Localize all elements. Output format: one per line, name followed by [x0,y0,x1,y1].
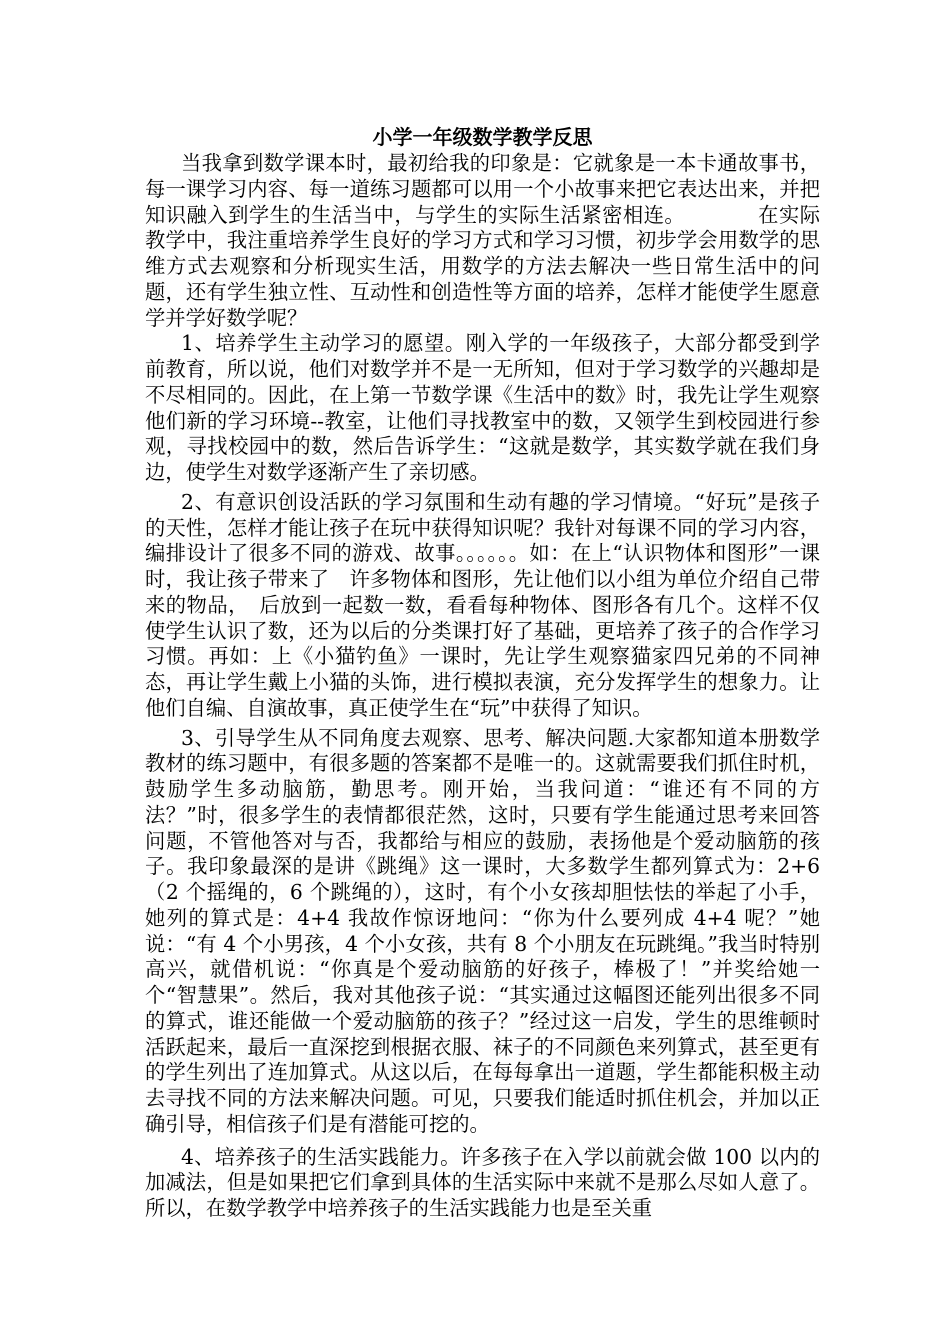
document-title: 小学一年级数学教学反思 [372,125,593,149]
paragraph-4: 4、培养孩子的生活实践能力。许多孩子在入学以前就会做 100 以内的加减法，但是如果把它们拿到具体的生活实际中来就不是那么尽如人意了。所以，在数学教学中培养孩子的生活实践能力也是至关重 [145,1144,820,1220]
paragraph-3: 3、引导学生从不同角度去观察、思考、解决问题.大家都知道本册数学教材的练习题中，有很多题的答案都不是唯一的。这就需要我们抓住时机，鼓励学生多动脑筋，勤思考。刚开始，当我问道：“谁还有不同的方法？”时，很多学生的表情都很茫然，这时，只要有学生能通过思考来回答问题，不管他答对与否，我都给与相应的鼓励，表扬他是个爱动脑筋的孩子。我印象最深的是讲《跳绳》这一课时，大多数学生都列算式为：2+6 （2 个摇绳的，6 个跳绳的），这时，有个小女孩却胆怯怯的举起了小手，她列的算式是：4+4 我故作惊讶地问：“你为什么要列成 4+4 呢？”她说：“有 4 个小男孩，4 个小女孩，共有 8 个小朋友在玩跳绳。”我当时特别高兴，就借机说：“你真是个爱动脑筋的好孩子，棒极了！”并奖给她一个“智慧果”。然后，我对其他孩子说：“其实通过这幅图还能列出很多不同的算式，谁还能做一个爱动脑筋的孩子？”经过这一启发，学生的思维顿时活跃起来，最后一直深挖到根据衣服、袜子的不同颜色来列算式，甚至更有的学生列出了连加算式。从这以后，在每每拿出一道题，学生都能积极主动去寻找不同的方法来解决问题。可见，只要我们能适时抓住机会，并加以正确引导，相信孩子们是有潜能可挖的。 [145,725,820,1136]
paragraph-1: 1、培养学生主动学习的愿望。刚入学的一年级孩子，大部分都受到学前教育，所以说，他们对数学并不是一无所知，但对于学习数学的兴趣却是不尽相同的。因此，在上第一节数学课《生活中的数》时，我先让学生观察他们新的学习环境--教室，让他们寻找教室中的数，又领学生到校园进行参观，寻找校园中的数，然后告诉学生：“这就是数学，其实数学就在我们身边，使学生对数学逐渐产生了亲切感。 [145,331,820,484]
paragraph-intro: 当我拿到数学课本时，最初给我的印象是：它就象是一本卡通故事书，每一课学习内容、每一道练习题都可以用一个小故事来把它表达出来，并把知识融入到学生的生活当中，与学生的实际生活紧密相连。 在实际教学中，我注重培养学生良好的学习方式和学习习惯，初步学会用数学的思维方式去观察和分析现实生活，用数学的方法去解决一些日常生活中的问题，还有学生独立性、互动性和创造性等方面的培养，怎样才能使学生愿意学并学好数学呢？ [145,151,820,330]
paragraph-gap [145,1138,820,1145]
document-page [145,124,820,1222]
paragraph-2: 2、有意识创设活跃的学习氛围和生动有趣的学习情境。“好玩”是孩子的天性，怎样才能让孩子在玩中获得知识呢？我针对每课不同的学习内容，编排设计了很多不同的游戏、故事。。。。。。如：在上“认识物体和图形”一课时，我让孩子带来了 许多物体和图形，先让他们以小组为单位介绍自己带来的物品， 后放到一起数一数，看看每种物体、图形各有几个。这样不仅使学生认识了数，还为以后的分类课打好了基础，更培养了孩子的合作学习习惯。再如：上《小猫钓鱼》一课时，先让学生观察猫家四兄弟的不同神态，再让学生戴上小猫的头饰，进行模拟表演，充分发挥学生的想象力。让他们自编、自演故事，真正使学生在“玩”中获得了知识。 [145,489,820,720]
